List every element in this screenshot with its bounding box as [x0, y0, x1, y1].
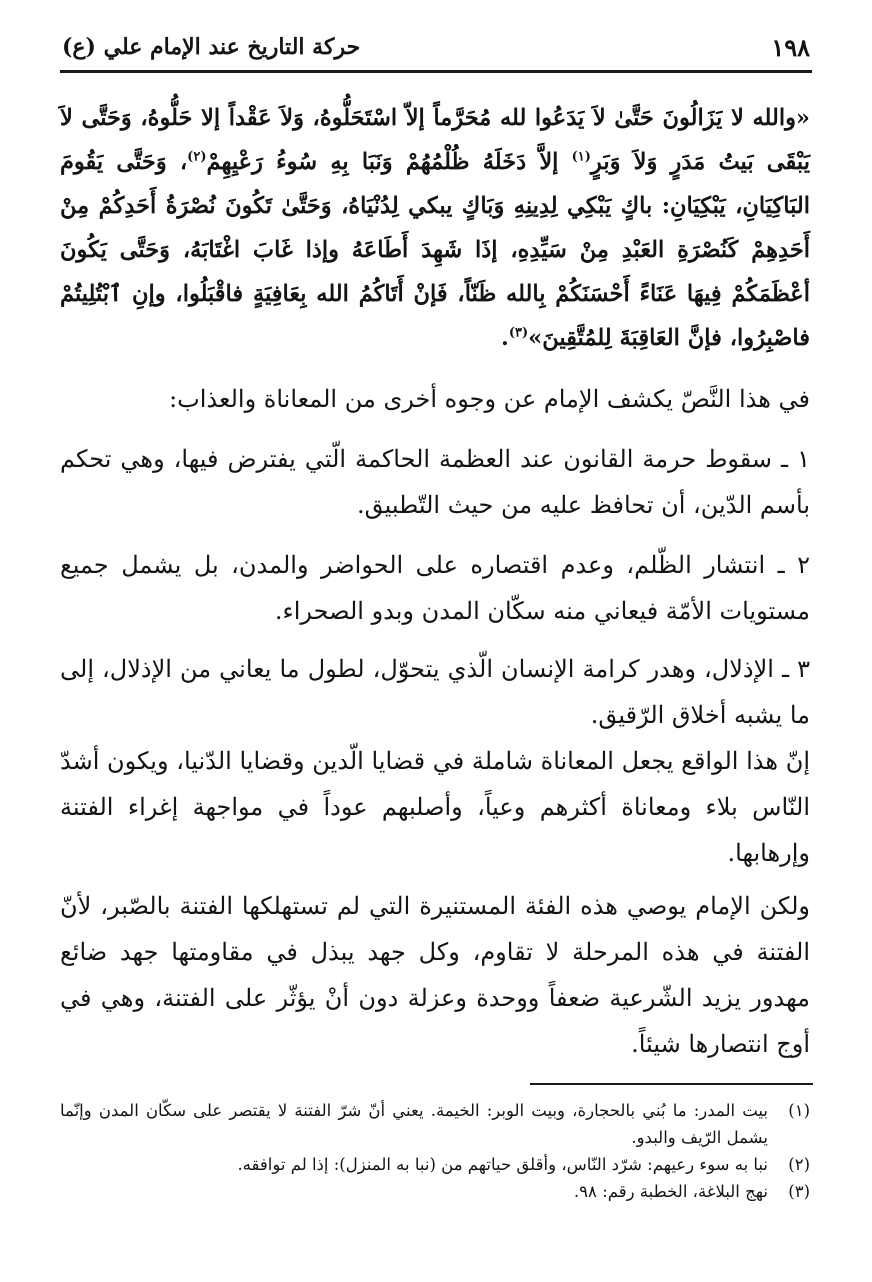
quote-text-part-1: «والله لا يَزَالُونَ حَتَّىٰ لاَ يَدَعُوا لله مُحَرَّماً إلاّ اسْتَحَلُّوهُ، وَلاَ عَقْداً إلا حَلُّوهُ، وَحَتَّى لاَ يَبْقَى بَيتُ مَدَرٍ وَلاَ وَبَرٍ [60, 105, 810, 175]
point-3-paragraph: ٣ ـ الإذلال، وهدر كرامة الإنسان الّذي يتحوّل، لطول ما يعاني من الإذلال، إلى ما يشبه أخلاق الرّقيق. [60, 655, 810, 729]
reality-paragraph: إنّ هذا الواقع يجعل المعاناة شاملة في قضايا الّدين وقضايا الدّنيا، ويكون أشدّ النّاس بلاء ومعاناة أكثرهم وعياً، وأصلبهم عوداً في مواجهة إغراء الفتنة وإرهابها. [60, 747, 810, 867]
footnote-marker-2[interactable]: (٢) [187, 149, 207, 165]
footnote-marker-3[interactable]: (٣) [508, 325, 529, 341]
footnote-1-number: (١) [788, 1101, 810, 1120]
point-1-paragraph: ١ ـ سقوط حرمة القانون عند العظمة الحاكمة الّتي يفترض فيها، وهي تحكم بأسم الدّين، أن تحافظ عليه من حيث التّطبيق. [60, 445, 810, 519]
footnote-3 [60, 1178, 810, 1205]
footnotes [60, 1097, 810, 1205]
page-number: ١٩٨ [771, 32, 810, 62]
footnote-2-text: نبا به سوء رعيهم: شرّد النّاس، وأقلق حياتهم من (نبا به المنزل): إذا لم توافقه. [237, 1155, 768, 1174]
footnote-2-number: (٢) [788, 1155, 810, 1174]
intro-paragraph: في هذا النَّصّ يكشف الإمام عن وجوه أخرى من المعاناة والعذاب: [169, 385, 810, 413]
running-header [62, 30, 810, 64]
footnote-3-number: (٣) [788, 1182, 810, 1201]
footnote-3-text: نهج البلاغة، الخطبة رقم: ٩٨. [573, 1182, 768, 1201]
imam-advice-paragraph: ولكن الإمام يوصي هذه الفئة المستنيرة التي لم تستهلكها الفتنة بالصّبر، لأنّ الفتنة في هذه المرحلة لا تقاوم، وكل جهد يبذل في مقاومتها جهد ضائع مهدور يزيد الشّرعية ضعفاً ووحدة وعزلة دون أنْ يؤثّر على الفتنة، وهي في أوج انتصارها شيئاً. [60, 892, 810, 1058]
quoted-passage [60, 96, 810, 360]
point-2-paragraph: ٢ ـ انتشار الظّلم، وعدم اقتصاره على الحواضر والمدن، بل يشمل جميع مستويات الأمّة فيعاني منه سكّان المدن وبدو الصحراء. [60, 551, 810, 625]
quote-text-part-3: ، وَحَتَّى يَقُومَ البَاكِيَانِ، يَبْكِيَانِ: باكٍ يَبْكِي لِدِينِهِ وَبَاكٍ يبكي لِدُنْيَاهُ، وَحَتَّىٰ تَكُونَ نُصْرَةُ أَحَدِكُمْ مِنْ أَحَدِهِمْ كَنُصْرَةِ العَبْدِ مِنْ سَيِّدِهِ، إذَا شَهِدَ أَطَاعَهُ وإذا غَابَ اغْتَابَهُ، وَحَتَّى يَكُونَ أعْظَمَكُمْ فِيهَا عَنَاءً أَحْسَنَكُمْ بِالله ظَنّاً، فَإنْ أَتَاكُمُ الله بِعَافِيَةٍ فاقْبَلُوا، وإنِ ٱبْتُلِيتُمْ فاصْبِرُوا، فإنَّ العَاقِبَةَ لِلمُتَّقِينَ» [60, 149, 810, 351]
footnote-separator [530, 1083, 813, 1085]
running-title: حركة التاريخ عند الإمام علي (ع) [62, 34, 361, 60]
quote-text-part-2: إلاَّ دَخَلَهُ ظُلْمُهُمْ وَنَبَا بِهِ سُوءُ رَعْيِهِمْ [206, 149, 572, 175]
footnote-1-text: بيت المدر: ما بُني بالحجارة، وبيت الوبر: الخيمة. يعني أنّ شرّ الفتنة لا يقتصر على سكّان المدن وإنّما يشمل الرّيف والبدو. [60, 1101, 768, 1147]
footnote-2 [60, 1151, 810, 1178]
footnote-marker-1[interactable]: (١) [571, 149, 591, 165]
quote-end: . [501, 325, 509, 351]
header-rule [60, 70, 812, 73]
footnote-1 [60, 1097, 810, 1151]
